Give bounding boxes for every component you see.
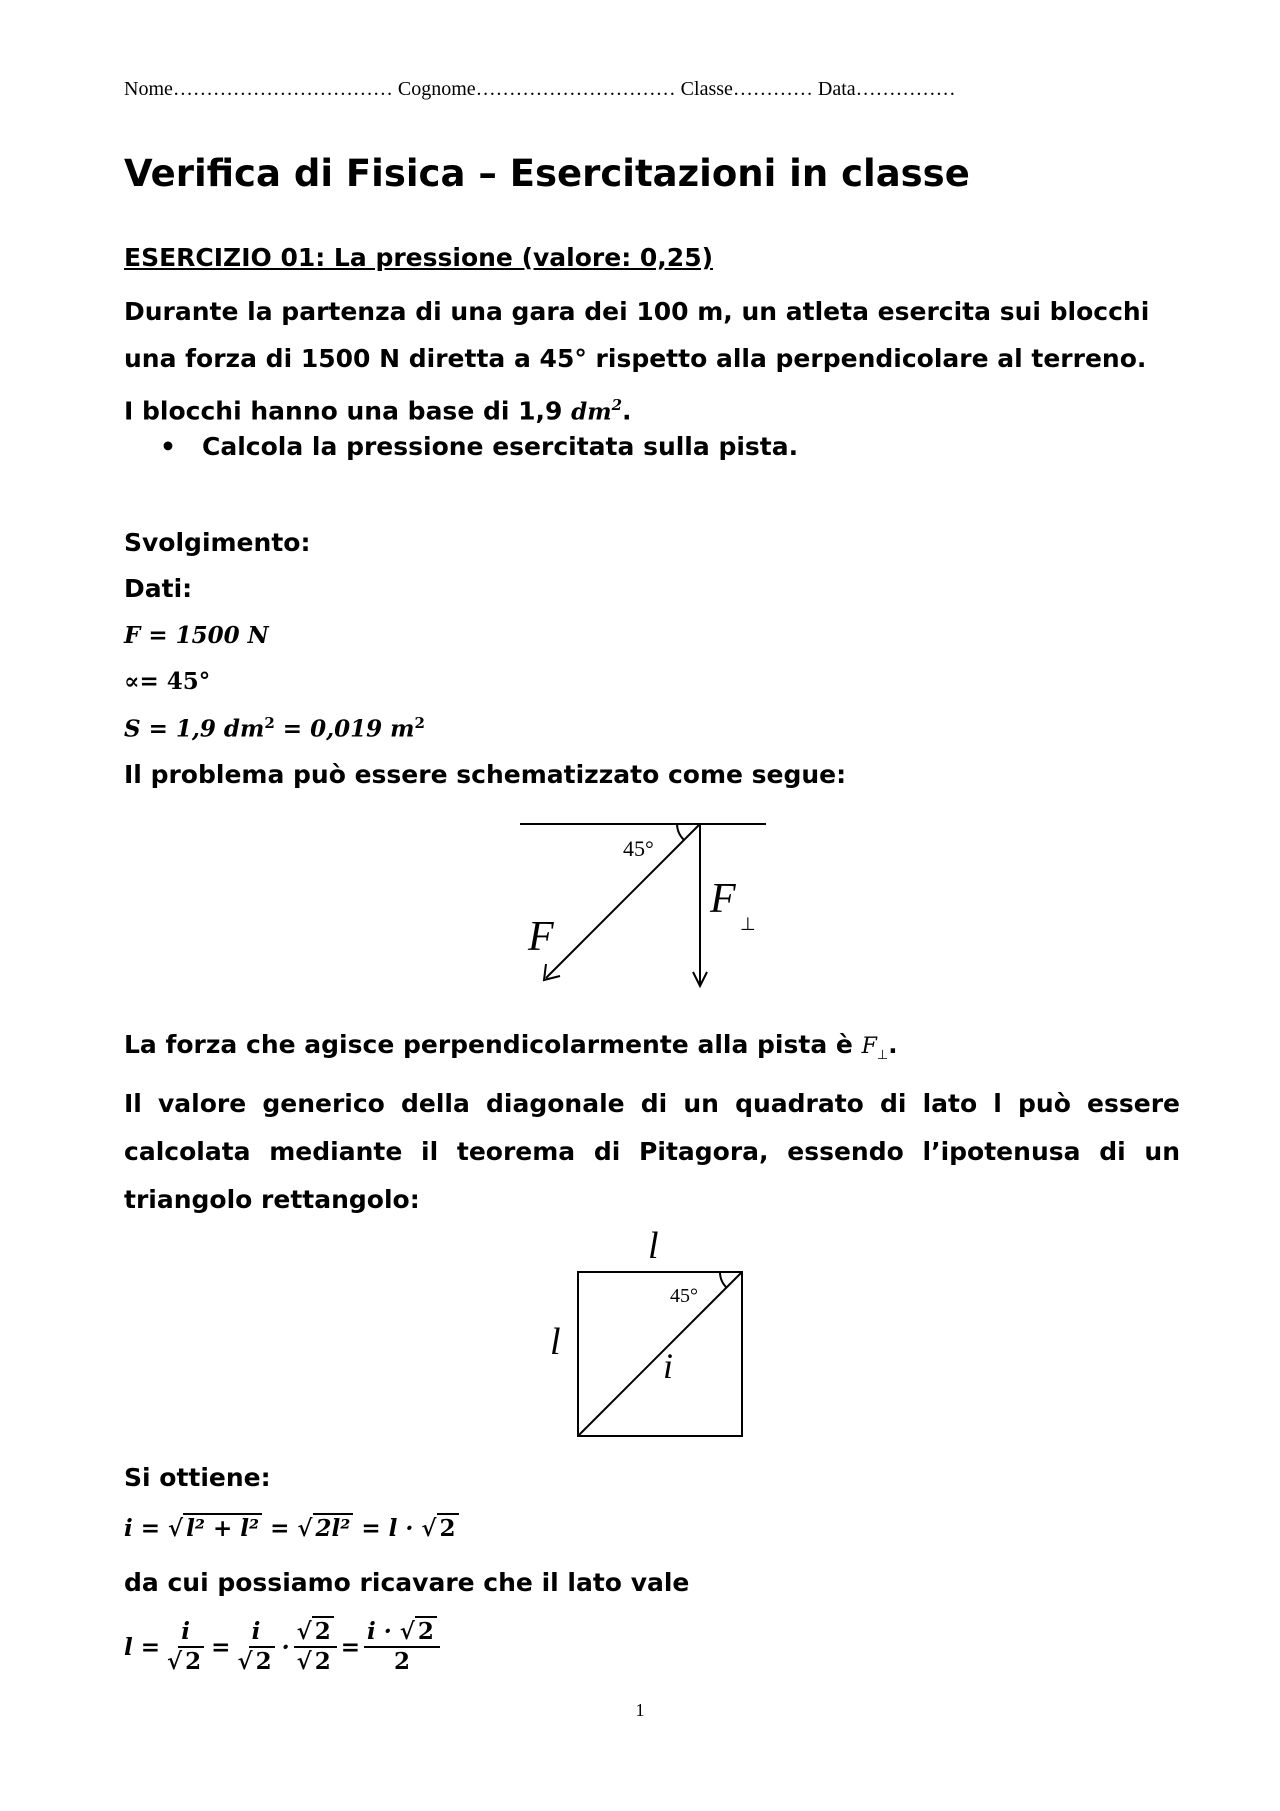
exercise-line-2: una forza di 1500 N diretta a 45° rispetto alla perpendicolare al terreno. (124, 344, 1147, 373)
angle-arc-icon (677, 824, 684, 840)
formula-side (124, 1618, 444, 1676)
left-side-label: l (550, 1321, 561, 1363)
obtain-label: Si ottiene: (124, 1463, 271, 1492)
unit-exponent: 2 (611, 396, 622, 414)
angle-arc-icon (720, 1272, 727, 1288)
perp-force-label: F (710, 876, 736, 922)
perp-force-symbol: F (861, 1034, 877, 1059)
diagonal-line-1: Il valore generico della diagonale di un quadrato di lato l può essere (124, 1089, 1180, 1118)
exercise-heading: ESERCIZIO 01: La pressione (valore: 0,25) (124, 243, 714, 272)
radicand-1: l² + l² (183, 1513, 262, 1542)
square-diagram (540, 1222, 760, 1442)
sqrt-1 (168, 1515, 262, 1542)
fraction-2 (234, 1618, 277, 1676)
page-title: Verifica di Fisica – Esercitazioni in classe (124, 152, 970, 195)
perp-force-text (124, 1030, 898, 1063)
fraction-2-radicand: 2 (253, 1646, 275, 1675)
solution-heading: Svolgimento: (124, 528, 311, 557)
exercise-line-3-end: . (622, 396, 632, 426)
exercise-text (124, 288, 1180, 435)
perp-force-subscript: ⊥ (876, 1048, 889, 1063)
force-diagram (510, 800, 780, 1000)
perp-subscript: ⊥ (740, 914, 756, 935)
fraction-4-num: i · √ 2 (364, 1618, 440, 1648)
exercise-line-1: Durante la partenza di una gara dei 100 m, un atleta esercita sui blocchi (124, 297, 1150, 326)
angle-label: 45° (623, 836, 654, 861)
perp-force-sentence: La forza che agisce perpendicolarmente alla pista è (124, 1030, 862, 1059)
fraction-3-num-radicand: 2 (312, 1616, 334, 1645)
sqrt-icon: √ (421, 1515, 437, 1542)
diagonal-paragraph (124, 1080, 1180, 1224)
angle-label: 45° (670, 1285, 698, 1307)
formula-diagonal (124, 1515, 459, 1542)
fraction-4-num-radicand: 2 (415, 1616, 437, 1645)
task-bullet (160, 432, 798, 461)
formula-side-dot: · (281, 1633, 290, 1661)
radicand-3: 2 (437, 1513, 459, 1542)
formula-side-lhs: l = (124, 1633, 161, 1661)
fraction-2-den: √ 2 (234, 1648, 277, 1676)
formula-diagonal-rhs: = l · (353, 1515, 422, 1542)
unit-dm: dm (571, 398, 612, 426)
radicand-2: 2l² (313, 1513, 354, 1542)
equation-angle: ∝= 45° (124, 668, 211, 695)
diagonal-label: i (663, 1346, 674, 1386)
fraction-2-num: i (249, 1618, 264, 1648)
data-label: Dati: (124, 574, 193, 603)
student-info-line (124, 78, 956, 101)
equation-area-part2: = 0,019 m (274, 715, 415, 743)
equation-area (124, 714, 425, 743)
fraction-3 (294, 1618, 337, 1676)
exercise-line-3-text: I blocchi hanno una base di 1,9 (124, 396, 572, 426)
fraction-3-den-radicand: 2 (312, 1646, 334, 1675)
equation-area-part1: S = 1,9 dm (124, 715, 265, 743)
date-field: Data…………… (817, 78, 956, 100)
formula-diagonal-lhs: i = (124, 1515, 169, 1542)
sqrt-icon: √ (297, 1515, 313, 1542)
fraction-1 (164, 1618, 207, 1676)
fraction-1-radicand: 2 (182, 1646, 204, 1675)
diagonal-line-2: calcolata mediante il teorema di Pitagora, essendo l’ipotenusa di un (124, 1137, 1180, 1166)
page-number: 1 (635, 1700, 645, 1720)
equation-area-exp2: 2 (414, 714, 425, 732)
schema-text: Il problema può essere schematizzato come segue: (124, 760, 847, 789)
surname-field: Cognome………………………… (397, 78, 676, 100)
force-label: F (528, 914, 554, 960)
bullet-icon: • (160, 432, 176, 461)
formula-side-eq1: = (211, 1633, 231, 1661)
equation-force: F = 1500 N (124, 622, 269, 649)
fraction-3-num: √ 2 (294, 1618, 337, 1648)
formula-diagonal-eq: = (262, 1515, 298, 1542)
equation-area-exp1: 2 (264, 714, 275, 732)
fraction-4-den: 2 (393, 1648, 410, 1675)
diagonal-line (578, 1272, 742, 1436)
fraction-3-den: √ 2 (294, 1648, 337, 1676)
task-text: Calcola la pressione esercitata sulla pista. (202, 432, 799, 461)
formula-side-eq2: = (340, 1633, 361, 1661)
sqrt-3 (421, 1515, 458, 1542)
fraction-4-num-a: i · (367, 1618, 400, 1645)
class-field: Classe………… (680, 78, 813, 100)
sqrt-2 (297, 1515, 353, 1542)
name-field: Nome…………………………… (124, 78, 393, 100)
exercise-line-3 (124, 382, 1180, 435)
side-text: da cui possiamo ricavare che il lato vale (124, 1568, 690, 1597)
fraction-1-den: √ 2 (164, 1648, 207, 1676)
sqrt-icon: √ (168, 1515, 184, 1542)
perp-force-end: . (888, 1030, 898, 1059)
fraction-4 (364, 1618, 440, 1676)
diagonal-line-3: triangolo rettangolo: (124, 1185, 420, 1214)
top-side-label: l (648, 1225, 659, 1267)
fraction-1-num: i (178, 1618, 193, 1648)
